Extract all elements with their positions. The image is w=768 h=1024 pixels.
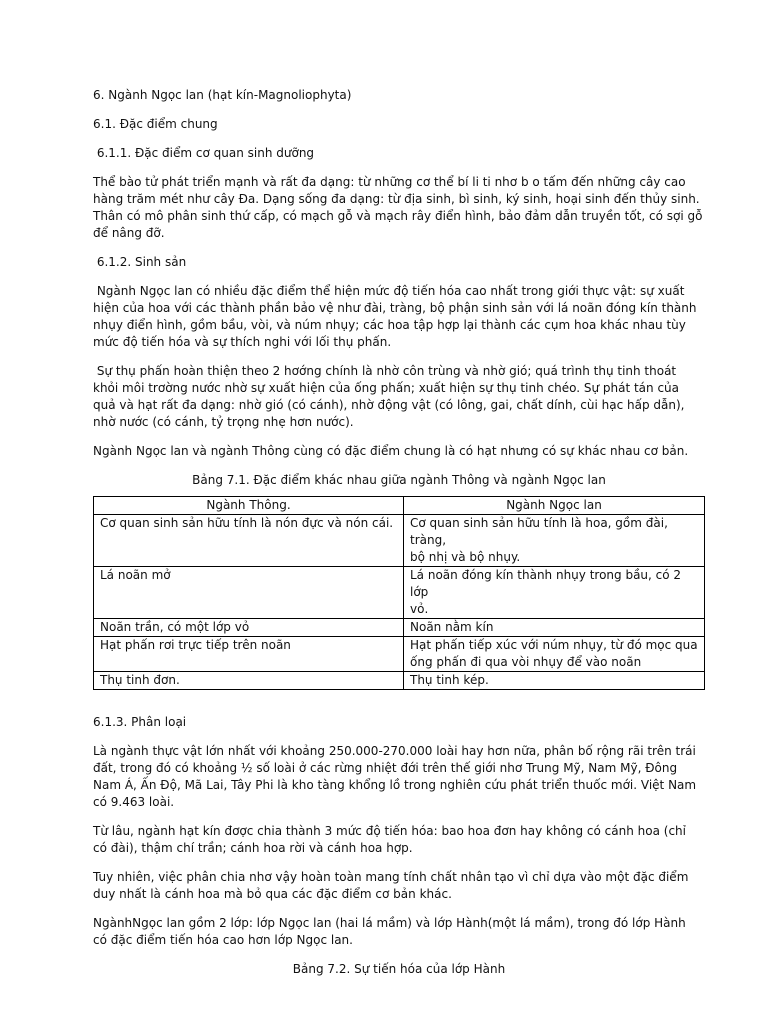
- table-row: [94, 637, 705, 672]
- text-line: NgànhNgọc lan gồm 2 lớp: lớp Ngọc lan (hai lá mầm) và lớp Hành(một lá mầm), trong đó lớp Hành: [93, 916, 686, 930]
- text-line: Thể bào tử phát triển mạnh và rất đa dạng: từ những cơ thể bí li ti nhơ b o tấm đến những cây cao: [93, 175, 686, 189]
- table-row: [94, 619, 705, 637]
- text-line: nhụy điển hình, gồm bầu, vòi, và núm nhụy; các hoa tập hợp lại thành các cụm hoa khác nhau tùy: [93, 318, 686, 332]
- table-cell: Hạt phấn rơi trực tiếp trên noãn: [94, 637, 404, 672]
- text-line: hàng trăm mét như cây Đa. Dạng sống đa dạng: từ địa sinh, bì sinh, ký sinh, hoại sinh đến thủy sinh.: [93, 192, 700, 206]
- comparison-table: [93, 496, 705, 690]
- table-caption-7-2: Bảng 7.2. Sự tiến hóa của lớp Hành: [292, 962, 506, 976]
- text-line: duy nhất là cánh hoa mà bỏ qua các đặc điểm cơ bản khác.: [93, 887, 452, 901]
- table-header-magnoliophyta: Ngành Ngọc lan: [404, 497, 705, 515]
- text-line: Là ngành thực vật lớn nhất với khoảng 250.000-270.000 loài hay hơn nữa, phân bố rộng rãi trên trái: [93, 744, 696, 758]
- text-line: Từ lâu, ngành hạt kín đơợc chia thành 3 mức độ tiến hóa: bao hoa đơn hay không có cánh hoa (chỉ: [93, 824, 686, 838]
- table-cell: Noãn trần, có một lớp vỏ: [94, 619, 404, 637]
- paragraph-pollination: [93, 363, 705, 431]
- text-line: Nam Á, Ấn Độ, Mã Lai, Tây Phi là kho tàng khổng lồ trong nghiên cứu phát triển thuốc mới. Việt Nam: [93, 778, 697, 792]
- text-line: đất, trong đó có khoảng ½ số loài ở các rừng nhiệt đới trên thế giới nhơ Trung Mỹ, Nam Mỹ, Đông: [93, 761, 678, 775]
- heading-section-6-1-3: 6.1.3. Phân loại: [93, 715, 187, 729]
- table-cell: Thụ tinh kép.: [404, 672, 705, 690]
- table-cell: Noãn nằm kín: [404, 619, 705, 637]
- paragraph-reproduction: [93, 283, 705, 351]
- text-line: mức độ tiến hóa và sự thích nghi với lối thụ phấn.: [93, 335, 392, 349]
- text-line: Ngành Ngọc lan có nhiều đặc điểm thể hiện mức độ tiến hóa cao nhất trong giới thực vật: sự xuất: [93, 284, 685, 298]
- text-line: nhờ nước (có cánh, tỷ trọng nhẹ hơn nước).: [93, 415, 354, 429]
- text-line: Tuy nhiên, việc phân chia nhơ vậy hoàn toàn mang tính chất nhân tạo vì chỉ dựa vào một đặc điểm: [93, 870, 689, 884]
- table-header-pinophyta: Ngành Thông.: [94, 497, 404, 515]
- paragraph-classification: [93, 743, 705, 811]
- text-line: khỏi môi trơờng nước nhờ sự xuất hiện của ống phấn; xuất hiện sự thụ tinh chéo. Sự phát tán của: [93, 381, 680, 395]
- table-row: [94, 567, 705, 619]
- table-header-row: [94, 497, 705, 515]
- table-caption-7-1: Bảng 7.1. Đặc điểm khác nhau giữa ngành Thông và ngành Ngọc lan: [192, 473, 606, 487]
- document-page: [93, 87, 705, 985]
- text-line: có 9.463 loài.: [93, 795, 175, 809]
- text-line: Thân có mô phân sinh thứ cấp, có mạch gỗ và mạch rây điển hình, bảo đảm dẫn truyền tốt, có sợi gỗ: [93, 209, 703, 223]
- table-cell: Hạt phấn tiếp xúc với núm nhụy, từ đó mọc qua ống phấn đi qua vòi nhụy để vào noãn: [404, 637, 705, 672]
- text-line: hiện của hoa với các thành phần bảo vệ như đài, tràng, bộ phận sinh sản với lá noãn đóng kín thành: [93, 301, 697, 315]
- paragraph-artificial-division: [93, 869, 705, 903]
- text-line: Sự thụ phấn hoàn thiện theo 2 hơớng chính là nhờ côn trùng và nhờ gió; quá trình thụ tinh thoát: [93, 364, 677, 378]
- paragraph-vegetative-organs: [93, 174, 705, 242]
- paragraph-two-classes: [93, 915, 705, 949]
- table-row: [94, 672, 705, 690]
- paragraph-evolution-levels: [93, 823, 705, 857]
- table-cell: Thụ tinh đơn.: [94, 672, 404, 690]
- heading-section-6: 6. Ngành Ngọc lan (hạt kín-Magnoliophyta): [93, 88, 352, 102]
- text-line: quả và hạt rất đa dạng: nhờ gió (có cánh), nhờ động vật (có lông, gai, chất dính, cùi hạc hấp dẫn),: [93, 398, 685, 412]
- text-line: để nâng đỡ.: [93, 226, 165, 240]
- table-cell: Lá noãn mở: [94, 567, 404, 619]
- text-line: có đặc điểm tiến hóa cao hơn lớp Ngọc lan.: [93, 933, 353, 947]
- heading-section-6-1-2: 6.1.2. Sinh sản: [93, 255, 187, 269]
- heading-section-6-1-1: 6.1.1. Đặc điểm cơ quan sinh dưỡng: [93, 146, 315, 160]
- table-cell: Cơ quan sinh sản hữu tính là nón đực và nón cái.: [94, 515, 404, 567]
- table-row: [94, 515, 705, 567]
- table-cell: Cơ quan sinh sản hữu tính là hoa, gồm đài, tràng, bộ nhị và bộ nhụy.: [404, 515, 705, 567]
- paragraph-comparison-intro: Ngành Ngọc lan và ngành Thông cùng có đặc điểm chung là có hạt nhưng có sự khác nhau cơ bản.: [93, 444, 689, 458]
- heading-section-6-1: 6.1. Đặc điểm chung: [93, 117, 218, 131]
- text-line: có đài), thậm chí trần; cánh hoa rời và cánh hoa hợp.: [93, 841, 413, 855]
- table-cell: Lá noãn đóng kín thành nhụy trong bầu, có 2 lớp vỏ.: [404, 567, 705, 619]
